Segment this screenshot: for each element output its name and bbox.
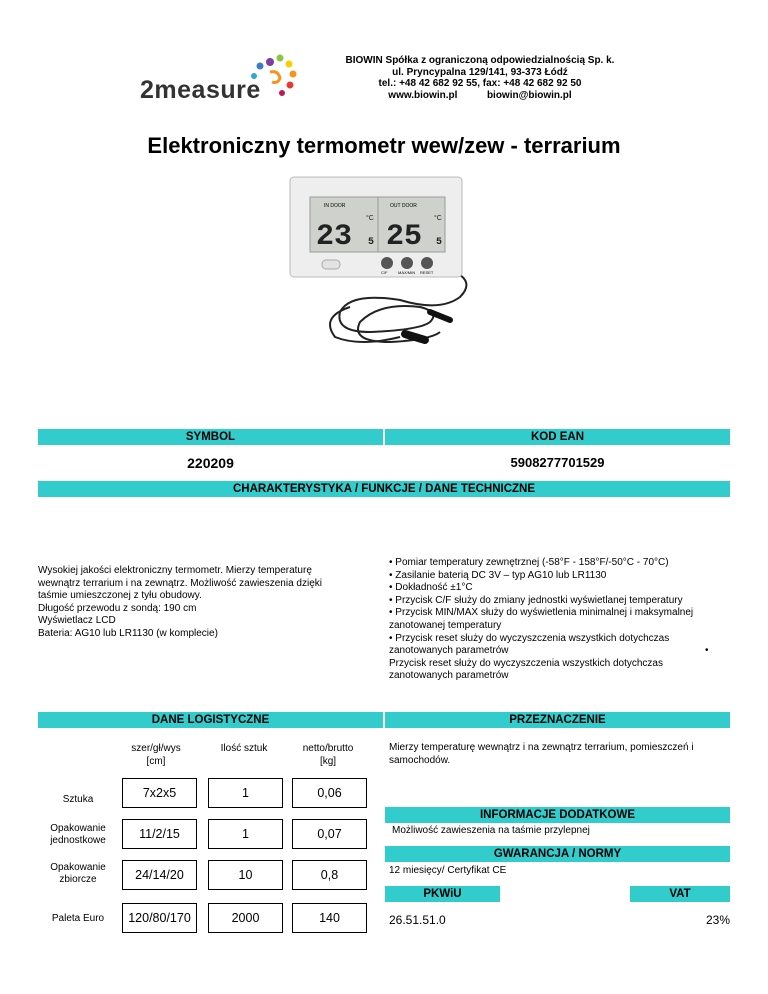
- indoor-label: IN DOOR: [324, 203, 346, 209]
- row-label-opakowanie-zbiorcze: Opakowanie zbiorcze: [50, 862, 106, 885]
- characteristics-right: [389, 557, 729, 683]
- logo-text: 2measure: [140, 76, 261, 104]
- company-web-row: [330, 90, 630, 102]
- char-left-line: Wyświetlacz LCD: [38, 615, 116, 627]
- product-image: [280, 172, 490, 402]
- vat-value: 23%: [705, 913, 730, 927]
- indoor-decimal: 5: [368, 237, 375, 248]
- table-cell-weight: 0,06: [292, 778, 367, 808]
- table-cell-qty: 1: [208, 778, 283, 808]
- char-left-line: wewnątrz terrarium i na zewnątrz. Możliwość zawieszenia dzięki: [38, 577, 322, 589]
- char-right-line: zanotowanej temperatury: [389, 619, 502, 631]
- char-left-line: Wysokiej jakości elektroniczny termometr. Mierzy temperaturę: [38, 565, 312, 576]
- col-header-weight: netto/brutto [kg]: [302, 743, 354, 767]
- company-phone: tel.: +48 42 682 92 55, fax: +48 42 682 92 50: [378, 78, 582, 89]
- char-right-line: • Przycisk C/F służy do zmiany jednostki wyświetlanej temperatury: [389, 594, 683, 606]
- symbol-header: SYMBOL: [38, 429, 383, 445]
- ean-header: KOD EAN: [385, 429, 730, 445]
- ean-value: 5908277701529: [510, 455, 605, 470]
- table-cell-weight: 0,8: [292, 860, 367, 890]
- char-left-line: Bateria: AG10 lub LR1130 (w komplecie): [38, 627, 218, 639]
- company-address: ul. Pryncypalna 129/141, 93-373 Łódź: [392, 66, 568, 78]
- company-name: BIOWIN Spółka z ograniczoną odpowiedzialnością Sp. k.: [345, 55, 615, 66]
- characteristics-header: CHARAKTERYSTYKA / FUNKCJE / DANE TECHNICZNE: [38, 481, 730, 497]
- outdoor-label: OUT DOOR: [390, 203, 417, 209]
- maxmin-button-label: MAX/MIN: [398, 270, 416, 275]
- warranty-header: GWARANCJA / NORMY: [385, 846, 730, 862]
- additional-info-text: Możliwość zawieszenia na taśmie przylepnej: [392, 825, 590, 836]
- outdoor-decimal: 5: [436, 237, 443, 248]
- purpose-text: [389, 742, 729, 767]
- pkwiu-value: 26.51.51.0: [389, 913, 446, 927]
- table-cell-dims: 120/80/170: [122, 903, 197, 933]
- row-label-opakowanie-jednostkowe: Opakowanie jednostkowe: [50, 823, 106, 846]
- char-right-line: • Przycisk MIN/MAX służy do wyświetlenia minimalnej i maksymalnej: [389, 607, 694, 619]
- purpose-line: samochodów.: [389, 754, 451, 766]
- row-label-sztuka: Sztuka: [62, 794, 94, 805]
- table-cell-dims: 7x2x5: [122, 778, 197, 808]
- outdoor-unit: °C: [434, 215, 442, 222]
- stray-bullet: •: [705, 645, 709, 656]
- indoor-unit: °C: [366, 215, 374, 222]
- char-left-line: Długość przewodu z sondą: 190 cm: [38, 602, 197, 614]
- table-cell-dims: 11/2/15: [122, 819, 197, 849]
- characteristics-left: [38, 565, 378, 641]
- col-header-dims: szer/gł/wys [cm]: [131, 743, 181, 767]
- company-email[interactable]: biowin@biowin.pl: [486, 89, 572, 101]
- char-right-line: zanotowanych parametrów: [389, 670, 509, 682]
- thermometer-illustration: [280, 172, 490, 402]
- col-header-qty: Ilość sztuk: [220, 743, 268, 754]
- cf-button-label: C/F: [381, 270, 388, 275]
- table-cell-dims: 24/14/20: [122, 860, 197, 890]
- table-cell-qty: 2000: [208, 903, 283, 933]
- char-right-line: • Zasilanie baterią DC 3V – typ AG10 lub LR1130: [389, 569, 607, 581]
- additional-info-header: INFORMACJE DODATKOWE: [385, 807, 730, 823]
- char-right-line: • Pomiar temperatury zewnętrznej (-58°F - 158°F/-50°C - 70°C): [389, 557, 669, 568]
- company-website[interactable]: www.biowin.pl: [388, 89, 458, 101]
- row-label-paleta-euro: Paleta Euro: [51, 913, 105, 924]
- table-cell-qty: 10: [208, 860, 283, 890]
- purpose-line: Mierzy temperaturę wewnątrz i na zewnątrz terrarium, pomieszczeń i: [389, 742, 694, 753]
- table-cell-qty: 1: [208, 819, 283, 849]
- warranty-text: 12 miesięcy/ Certyfikat CE: [389, 865, 507, 876]
- purpose-header: PRZEZNACZENIE: [385, 712, 730, 728]
- outdoor-reading: 25: [386, 220, 423, 254]
- table-cell-weight: 0,07: [292, 819, 367, 849]
- char-left-line: taśmie umieszczonej z tyłu obudowy.: [38, 590, 202, 602]
- char-right-line: • Przycisk reset służy do wyczyszczenia wszystkich dotychczas: [389, 632, 670, 644]
- indoor-reading: 23: [316, 220, 353, 254]
- table-cell-weight: 140: [292, 903, 367, 933]
- symbol-value: 220209: [187, 455, 234, 471]
- char-right-line: • Dokładność ±1°C: [389, 582, 473, 594]
- logistics-header-bar: DANE LOGISTYCZNE: [38, 712, 383, 728]
- char-right-line: zanotowanych parametrów: [389, 645, 509, 657]
- company-info: [330, 55, 630, 101]
- vat-header: VAT: [630, 886, 730, 902]
- pkwiu-header: PKWiU: [385, 886, 500, 902]
- company-logo: [140, 50, 300, 110]
- reset-button-label: RESET: [420, 270, 434, 275]
- page-title: Elektroniczny termometr wew/zew - terrarium: [147, 133, 621, 158]
- char-right-line: Przycisk reset służy do wyczyszczenia wszystkich dotychczas: [389, 657, 663, 669]
